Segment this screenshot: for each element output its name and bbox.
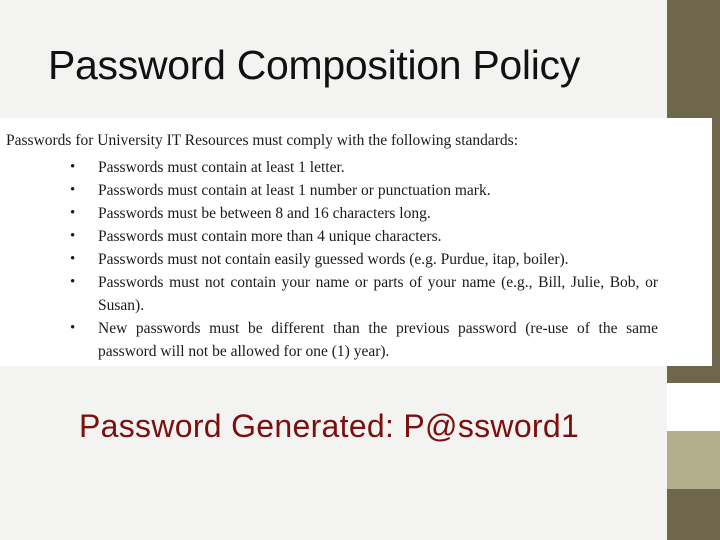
- sidebar-block-dark-bottom: [667, 489, 720, 540]
- list-item: [70, 179, 658, 202]
- list-item: [70, 317, 658, 363]
- slide-title: Password Composition Policy: [48, 42, 580, 88]
- list-item: [70, 248, 658, 271]
- list-item-text: New passwords must be different than the previous password (re-use of the same password will not be allowed for one (1) year).: [98, 320, 658, 360]
- bullet-icon: •: [70, 274, 76, 290]
- bullet-icon: •: [70, 159, 76, 175]
- list-item-text: Passwords must not contain your name or parts of your name (e.g., Bill, Julie, Bob, or Susan).: [98, 274, 658, 314]
- list-item: [70, 156, 658, 179]
- list-item-text: Passwords must contain more than 4 unique characters.: [98, 228, 442, 245]
- bullet-icon: •: [70, 205, 76, 221]
- list-item: [70, 225, 658, 248]
- policy-image-box: [0, 118, 712, 366]
- list-item-text: Passwords must not contain easily guessed words (e.g. Purdue, itap, boiler).: [98, 251, 569, 268]
- policy-intro: Passwords for University IT Resources must comply with the following standards:: [6, 132, 519, 149]
- bullet-icon: •: [70, 320, 76, 336]
- list-item-text: Passwords must contain at least 1 letter.: [98, 159, 345, 176]
- list-item-text: Passwords must be between 8 and 16 characters long.: [98, 205, 431, 222]
- list-item: [70, 271, 658, 317]
- sidebar-block-white: [667, 383, 720, 431]
- bullet-icon: •: [70, 228, 76, 244]
- password-generated-text: Password Generated: P@ssword1: [79, 408, 580, 444]
- list-item-text: Passwords must contain at least 1 number or punctuation mark.: [98, 182, 491, 199]
- bullet-icon: •: [70, 182, 76, 198]
- list-item: [70, 202, 658, 225]
- sidebar-block-light: [667, 431, 720, 489]
- bullet-icon: •: [70, 251, 76, 267]
- policy-list: [70, 156, 658, 363]
